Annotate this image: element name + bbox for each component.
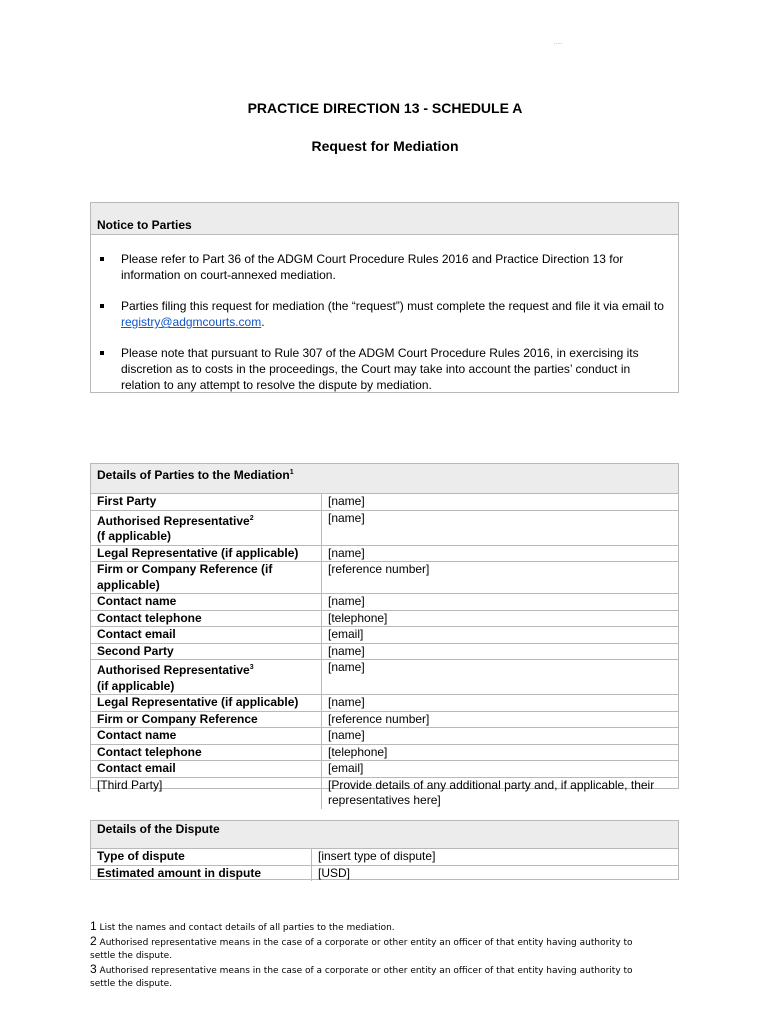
row-value[interactable]: [insert type of dispute] [318, 849, 436, 863]
table-row [91, 545, 678, 562]
table-row [91, 711, 678, 728]
row-label [91, 611, 322, 627]
bullet-square-icon [100, 304, 104, 308]
row-value[interactable]: [telephone] [328, 610, 388, 625]
notice-bullet-text: Please note that pursuant to Rule 307 of the ADGM Court Procedure Rules 2016, in exercising its discretion as to costs in the proceedings, the Court may take into account the parties’ conduct in relation to any attempt to resolve the dispute by mediation. [121, 346, 639, 392]
footnote-ref: 3 [249, 664, 254, 671]
table-row [91, 494, 678, 510]
row-label [91, 660, 322, 694]
dispute-rows [91, 849, 678, 881]
footnote-ref: 1 [289, 469, 294, 476]
notice-bullet-text: Please refer to Part 36 of the ADGM Court Procedure Rules 2016 and Practice Direction 13 for information on court-annexed mediation. [121, 252, 624, 282]
row-value[interactable]: [email] [328, 627, 364, 641]
row-label [91, 562, 322, 593]
footnote-number: 3 [90, 962, 97, 976]
table-row [91, 760, 678, 777]
row-value[interactable]: [name] [328, 728, 365, 742]
row-label-text: Estimated amount in dispute [97, 865, 262, 880]
row-value[interactable]: [name] [328, 643, 365, 658]
footnote-text: List the names and contact details of all parties to the mediation. [96, 923, 395, 933]
row-label-text: Contact email [97, 761, 176, 775]
row-label-text: Second Party [97, 643, 174, 658]
parties-heading-text: Details of Parties to the Mediation [97, 468, 290, 482]
parties-rows [91, 494, 678, 809]
footnote [90, 920, 650, 935]
notice-bullet [121, 251, 666, 283]
row-label-text: Contact telephone [97, 610, 202, 625]
table-row [91, 849, 678, 865]
row-label [91, 494, 322, 510]
row-label-text: Contact email [97, 627, 176, 641]
table-row [91, 626, 678, 643]
row-label [91, 695, 322, 711]
footnote [90, 935, 650, 963]
row-label-text: Legal Representative (if applicable) [97, 695, 299, 709]
row-label [91, 745, 322, 761]
footnote-ref: 2 [249, 514, 254, 522]
header-mark: ..... [554, 40, 563, 46]
row-label [91, 712, 322, 728]
row-label-text: Contact telephone [97, 744, 202, 759]
table-row [91, 510, 678, 545]
row-value[interactable]: [email] [328, 761, 364, 775]
table-row [91, 643, 678, 660]
notice-bullet [121, 345, 666, 393]
row-label-text: Legal Representative (if applicable) [97, 545, 299, 560]
parties-heading [91, 464, 678, 494]
notice-heading: Notice to Parties [91, 203, 678, 235]
row-value[interactable]: [reference number] [328, 711, 430, 726]
footnote-text: Authorised representative means in the case of a corporate or other entity an officer of that entity having authority to settle the dispute. [90, 938, 633, 961]
table-row [91, 694, 678, 711]
bullet-square-icon [100, 351, 104, 355]
row-value[interactable]: [name] [328, 594, 365, 608]
table-row [91, 727, 678, 744]
table-row [91, 744, 678, 761]
row-value[interactable]: [reference number] [328, 562, 430, 576]
row-label-text: Firm or Company Reference [97, 711, 258, 726]
row-label [91, 761, 322, 777]
row-value[interactable]: [telephone] [328, 744, 388, 759]
registry-email-link[interactable]: registry@adgmcourts.com [121, 315, 262, 329]
footnote-number: 2 [90, 934, 97, 948]
row-label-note: (f applicable) [97, 529, 172, 543]
footnotes [90, 920, 650, 991]
row-label-text: Contact name [97, 594, 177, 608]
row-label [91, 546, 322, 562]
row-label-text: First Party [97, 494, 157, 508]
footnote-text: Authorised representative means in the case of a corporate or other entity an officer of that entity having authority to settle the dispute. [90, 966, 633, 989]
row-value[interactable]: [name] [328, 695, 365, 709]
row-value[interactable]: [name] [328, 510, 365, 525]
row-value[interactable]: [Provide details of any additional party and, if applicable, their representatives here] [328, 777, 655, 807]
table-row [91, 593, 678, 610]
table-row [91, 865, 678, 882]
table-row [91, 777, 678, 809]
row-label-text: Firm or Company Reference (if applicable) [97, 562, 273, 592]
row-label [91, 627, 322, 643]
row-label-note: (if applicable) [97, 678, 175, 693]
row-label-text: Contact name [97, 728, 177, 742]
dispute-heading: Details of the Dispute [91, 821, 678, 849]
table-row [91, 561, 678, 593]
row-label [91, 728, 322, 744]
row-label [91, 594, 322, 610]
footnote [90, 963, 650, 991]
row-label-text: Authorised Representative [97, 513, 250, 528]
row-value[interactable]: [name] [328, 494, 365, 508]
footnote-number: 1 [90, 919, 97, 933]
row-label [91, 644, 322, 660]
parties-table [90, 463, 679, 807]
row-value[interactable]: [name] [328, 660, 365, 674]
row-value[interactable]: [USD] [318, 865, 351, 880]
row-label [91, 511, 322, 545]
row-value[interactable]: [name] [328, 545, 365, 560]
row-label-text: Authorised Representative [97, 663, 250, 677]
document-subtitle: Request for Mediation [311, 138, 459, 154]
notice-box [90, 202, 679, 393]
table-row [91, 659, 678, 694]
row-label-text: [Third Party] [97, 777, 163, 792]
row-label [91, 778, 322, 809]
row-label-text: Type of dispute [97, 849, 185, 863]
dispute-table [90, 820, 679, 880]
row-label [91, 866, 312, 882]
table-row [91, 610, 678, 627]
notice-bullet-text: Parties filing this request for mediation (the “request”) must complete the request and file it via email to [121, 299, 664, 313]
document-title: PRACTICE DIRECTION 13 - SCHEDULE A [247, 100, 523, 116]
notice-bullet [121, 298, 666, 330]
row-label [91, 849, 312, 865]
notice-bullet-text-end: . [261, 315, 265, 329]
bullet-square-icon [100, 257, 104, 261]
